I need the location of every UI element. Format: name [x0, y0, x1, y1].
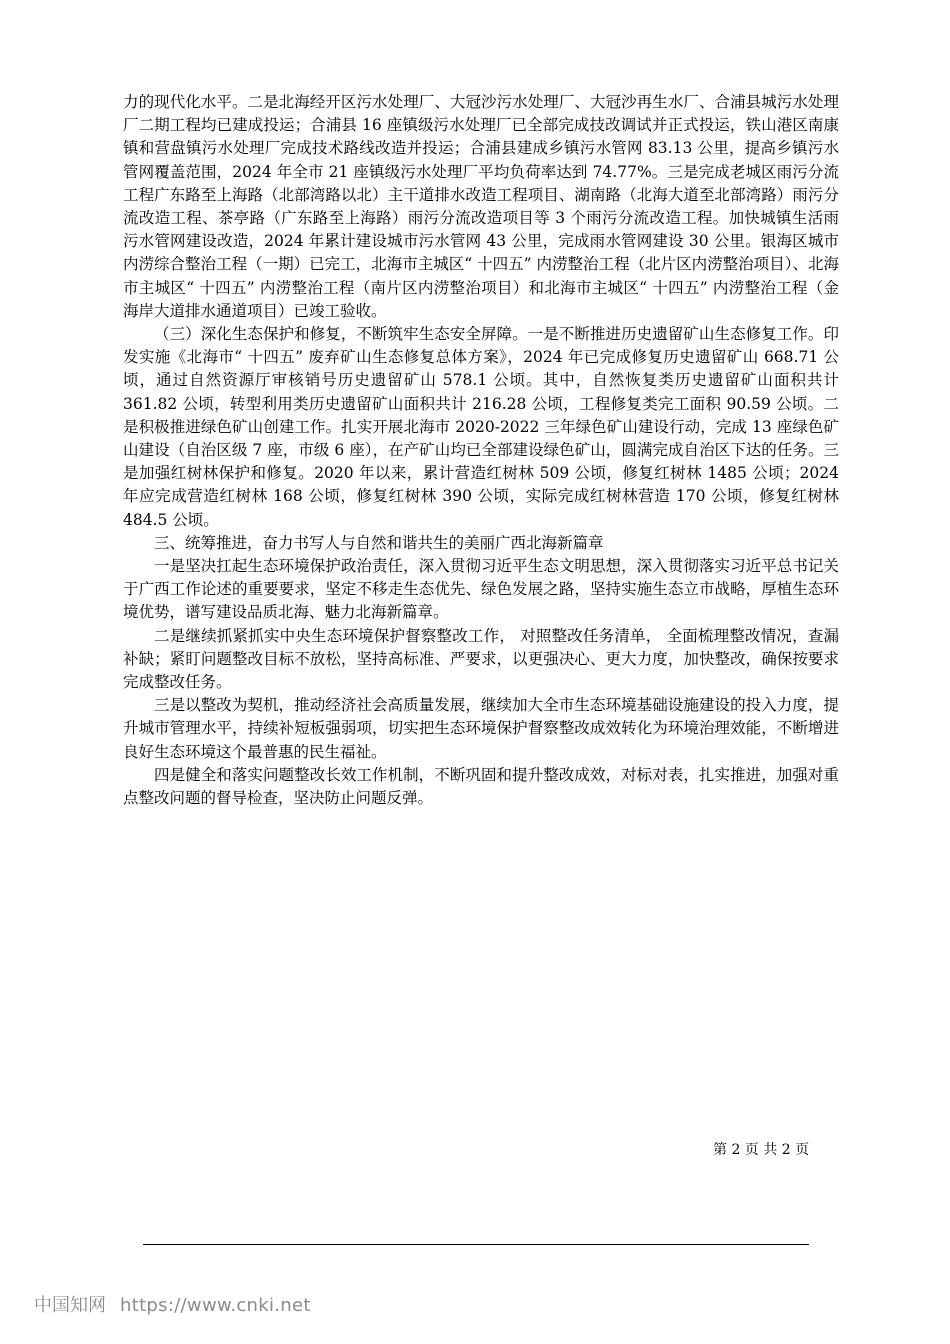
- section-heading-three: 三、统筹推进，奋力书写人与自然和谐共生的美丽广西北海新篇章: [154, 533, 604, 552]
- paragraph-point-four: 四是健全和落实问题整改长效工作机制，不断巩固和提升整改成效，对标对表，扎实推进，加强对重点整改问题的督导检查，坚决防止问题反弹。: [123, 765, 839, 808]
- paragraph-ecological-restoration: （三）深化生态保护和修复，不断筑牢生态安全屏障。一是不断推进历史遗留矿山生态修复工作。印发实施《北海市“ 十四五” 废弃矿山生态修复总体方案》，2024 年已完成修复历史遗留矿山 668.71 公顷，通过自然资源厅审核销号历史遗留矿山 578.1 公顷。其中，自然恢复类历史遗留矿山面积共计 361.82 公顷，转型利用类历史遗留矿山面积共计 216.28 公顷，工程修复类完工面积 90.59 公顷。二是积极推进绿色矿山创建工作。扎实开展北海市 2020-2022 三年绿色矿山建设行动，完成 13 座绿色矿山建设（自治区级 7 座，市级 6 座），在产矿山均已全部建设绿色矿山，圆满完成自治区下达的任务。三是加强红树林保护和修复。2020 年以来，累计营造红树林 509 公顷，修复红树林 1485 公顷；2024 年应完成营造红树林 168 公顷，修复红树林 390 公顷，实际完成红树林营造 170 公顷，修复红树林 484.5 公顷。: [123, 325, 839, 529]
- watermark-url[interactable]: https://www.cnki.net: [120, 1295, 311, 1316]
- watermark-brand: 中国知网: [34, 1295, 106, 1316]
- footer-divider: [143, 1244, 809, 1245]
- paragraph-point-one: 一是坚决扛起生态环境保护政治责任，深入贯彻习近平生态文明思想，深入贯彻落实习近平总书记关于广西工作论述的重要要求，坚定不移走生态优先、绿色发展之路，坚持实施生态立市战略，厚植生态环境优势，谱写建设品质北海、魅力北海新篇章。: [123, 557, 839, 622]
- paragraph-wastewater-continuation: 力的现代化水平。二是北海经开区污水处理厂、大冠沙污水处理厂、大冠沙再生水厂、合浦县城污水处理厂二期工程均已建成投运；合浦县 16 座镇级污水处理厂已全部完成技改调试并正式投运，铁山港区南康镇和营盘镇污水处理厂完成技术路线改造并投运；合浦县建成乡镇污水管网 83.13 公里，提高乡镇污水管网覆盖范围，2024 年全市 21 座镇级污水处理厂平均负荷率达到 74.77%。三是完成老城区雨污分流工程广东路至上海路（北部湾路以北）主干道排水改造工程项目、湖南路（北海大道至北部湾路）雨污分流改造工程、茶亭路（广东路至上海路）雨污分流改造项目等 3 个雨污分流改造工程。加快城镇生活雨污水管网建设改造，2024 年累计建设城市污水管网 43 公里，完成雨水管网建设 30 公里。银海区城市内涝综合整治工程（一期）已完工，北海市主城区“ 十四五” 内涝整治工程（北片区内涝整治项目）、北海市主城区“ 十四五” 内涝整治工程（南片区内涝整治项目）和北海市主城区“ 十四五” 内涝整治工程（金海岸大道排水通道项目）已竣工验收。: [123, 93, 839, 320]
- paragraph-point-three: 三是以整改为契机，推动经济社会高质量发展，继续加大全市生态环境基础设施建设的投入力度，提升城市管理水平，持续补短板强弱项，切实把生态环境保护督察整改成效转化为环境治理效能，不断增进良好生态环境这个最普惠的民生福祉。: [123, 696, 839, 761]
- paragraph-point-two: 二是继续抓紧抓实中央生态环境保护督察整改工作， 对照整改任务清单， 全面梳理整改情况，查漏补缺；紧盯问题整改目标不放松，坚持高标准、严要求，以更强决心、更大力度，加快整改，确保按要求完成整改任务。: [123, 626, 839, 692]
- cnki-watermark: [34, 1294, 311, 1318]
- document-body: [123, 91, 839, 810]
- page-number: 第 2 页 共 2 页: [713, 1142, 810, 1158]
